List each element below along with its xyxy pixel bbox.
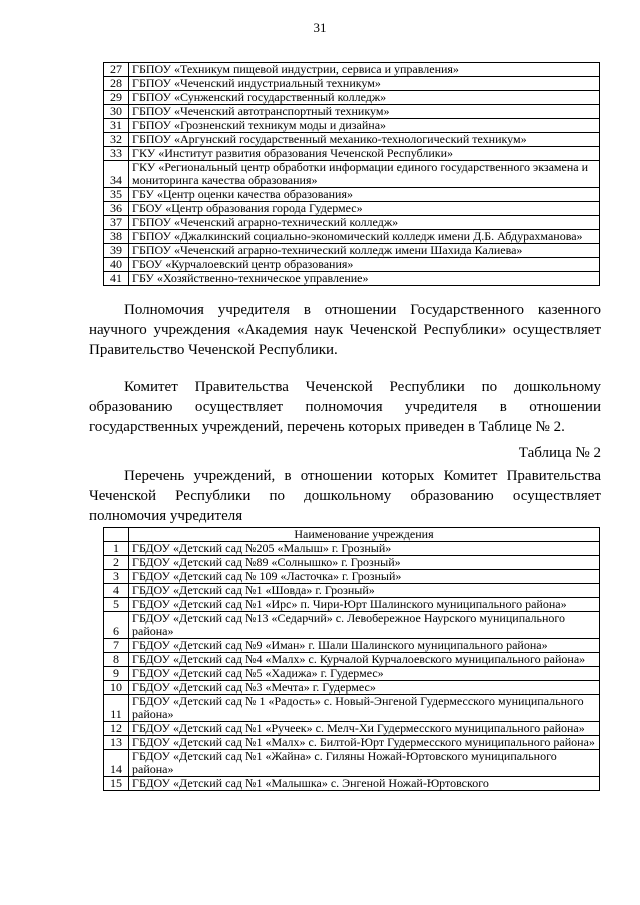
table-row (104, 188, 600, 202)
institution-name: ГБДОУ «Детский сад №205 «Малыш» г. Грозный» (129, 542, 600, 556)
institution-name: ГБДОУ «Детский сад №9 «Иман» г. Шали Шалинского муниципального района» (129, 639, 600, 653)
row-number: 15 (104, 777, 129, 791)
table-row (104, 119, 600, 133)
table-row (104, 598, 600, 612)
kindergartens-table-2-body (104, 542, 600, 791)
kindergartens-table-2 (103, 527, 600, 791)
institution-name: ГБПОУ «Сунженский государственный колледж» (129, 91, 600, 105)
table-2-title: Перечень учреждений, в отношении которых Комитет Правительства Чеченской Республики по дошкольному образованию осуществляет полномочия учредителя (89, 468, 601, 524)
institution-name: ГБДОУ «Детский сад №3 «Мечта» г. Гудермес» (129, 681, 600, 695)
row-number: 2 (104, 556, 129, 570)
institution-name: ГБПОУ «Чеченский аграрно-технический колледж» (129, 216, 600, 230)
institution-name: ГБПОУ «Грозненский техникум моды и дизайна» (129, 119, 600, 133)
institution-name: ГБДОУ «Детский сад №4 «Малх» с. Курчалой Курчалоевского муниципального района» (129, 653, 600, 667)
table-row (104, 584, 600, 598)
table-row (104, 91, 600, 105)
institution-name: ГБПОУ «Чеченский автотранспортный техникум» (129, 105, 600, 119)
row-number: 27 (104, 63, 129, 77)
row-number: 30 (104, 105, 129, 119)
table-row (104, 147, 600, 161)
row-number: 29 (104, 91, 129, 105)
paragraph-academy: Полномочия учредителя в отношении Государственного казенного научного учреждения «Академия наук Чеченской Республики» осуществляет Правительство Чеченской Республики. (89, 302, 601, 358)
institution-name: ГКУ «Региональный центр обработки информации единого государственного экзамена и мониторинга качества образования» (129, 161, 600, 188)
row-number: 36 (104, 202, 129, 216)
row-number: 3 (104, 570, 129, 584)
institution-name: ГБДОУ «Детский сад №1 «Шовда» г. Грозный» (129, 584, 600, 598)
institution-name: ГБДОУ «Детский сад №1 «Малышка» с. Энгеной Ножай-Юртовского (129, 777, 600, 791)
institutions-table-1 (103, 62, 600, 286)
table-row (104, 133, 600, 147)
table-row (104, 653, 600, 667)
row-number: 38 (104, 230, 129, 244)
institution-name: ГБДОУ «Детский сад №1 «Малх» с. Билтой-Юрт Гудермесского муниципального района» (129, 736, 600, 750)
row-number: 32 (104, 133, 129, 147)
row-number: 33 (104, 147, 129, 161)
row-number: 41 (104, 272, 129, 286)
institutions-table-1-body (104, 63, 600, 286)
table-row (104, 161, 600, 188)
table-row (104, 722, 600, 736)
institution-name: ГБПОУ «Чеченский аграрно-технический колледж имени Шахида Калиева» (129, 244, 600, 258)
row-number: 40 (104, 258, 129, 272)
institution-name: ГБОУ «Центр образования города Гудермес» (129, 202, 600, 216)
institution-name: ГБДОУ «Детский сад №89 «Солнышко» г. Грозный» (129, 556, 600, 570)
table-row (104, 63, 600, 77)
row-number: 4 (104, 584, 129, 598)
table-header-row (104, 528, 600, 542)
institution-name: ГБПОУ «Аргунский государственный механико-технологический техникум» (129, 133, 600, 147)
table-row (104, 556, 600, 570)
institution-name: ГБДОУ «Детский сад №1 «Ирс» п. Чири-Юрт Шалинского муниципального района» (129, 598, 600, 612)
institution-name: ГБДОУ «Детский сад №5 «Хадижа» г. Гудермес» (129, 667, 600, 681)
row-number: 10 (104, 681, 129, 695)
row-number: 6 (104, 612, 129, 639)
table-row (104, 272, 600, 286)
institution-name: ГБДОУ «Детский сад №1 «Ручеек» с. Мелч-Хи Гудермесского муниципального района» (129, 722, 600, 736)
paragraph-committee: Комитет Правительства Чеченской Республики по дошкольному образованию осуществляет полномочия учредителя в отношении государственных учреждений, перечень которых приведен в Таблице № 2. (89, 379, 601, 435)
row-number: 5 (104, 598, 129, 612)
table-row (104, 244, 600, 258)
table-row (104, 667, 600, 681)
row-number: 11 (104, 695, 129, 722)
institution-name: ГБДОУ «Детский сад №13 «Седарчий» с. Левобережное Наурского муниципального района» (129, 612, 600, 639)
institution-name: ГКУ «Институт развития образования Чеченской Республики» (129, 147, 600, 161)
row-number: 1 (104, 542, 129, 556)
row-number: 39 (104, 244, 129, 258)
table-row (104, 216, 600, 230)
table-row (104, 230, 600, 244)
row-number: 28 (104, 77, 129, 91)
row-number: 34 (104, 161, 129, 188)
row-number: 37 (104, 216, 129, 230)
table-row (104, 570, 600, 584)
row-number: 13 (104, 736, 129, 750)
table-row (104, 202, 600, 216)
table-row (104, 681, 600, 695)
page-number: 31 (313, 20, 327, 35)
institution-name: ГБДОУ «Детский сад № 1 «Радость» с. Новый-Энгеной Гудермесского муниципального района» (129, 695, 600, 722)
table-header-num (104, 528, 129, 542)
institution-name: ГБДОУ «Детский сад № 109 «Ласточка» г. Грозный» (129, 570, 600, 584)
table-row (104, 750, 600, 777)
table-row (104, 612, 600, 639)
table-2-caption: Таблица № 2 (518, 445, 601, 461)
table-row (104, 639, 600, 653)
table-row (104, 77, 600, 91)
table-row (104, 542, 600, 556)
institution-name: ГБДОУ «Детский сад №1 «Жайна» с. Гиляны Ножай-Юртовского муниципального района» (129, 750, 600, 777)
institution-name: ГБПОУ «Джалкинский социально-экономический колледж имени Д.Б. Абдурахманова» (129, 230, 600, 244)
table-row (104, 105, 600, 119)
table-row (104, 695, 600, 722)
institution-name: ГБУ «Центр оценки качества образования» (129, 188, 600, 202)
row-number: 9 (104, 667, 129, 681)
institution-name: ГБУ «Хозяйственно-техническое управление» (129, 272, 600, 286)
table-header-name: Наименование учреждения (129, 528, 600, 542)
table-row (104, 777, 600, 791)
row-number: 31 (104, 119, 129, 133)
row-number: 12 (104, 722, 129, 736)
institution-name: ГБОУ «Курчалоевский центр образования» (129, 258, 600, 272)
row-number: 35 (104, 188, 129, 202)
table-row (104, 258, 600, 272)
table-row (104, 736, 600, 750)
row-number: 14 (104, 750, 129, 777)
row-number: 8 (104, 653, 129, 667)
institution-name: ГБПОУ «Чеченский индустриальный техникум» (129, 77, 600, 91)
institution-name: ГБПОУ «Техникум пищевой индустрии, сервиса и управления» (129, 63, 600, 77)
row-number: 7 (104, 639, 129, 653)
